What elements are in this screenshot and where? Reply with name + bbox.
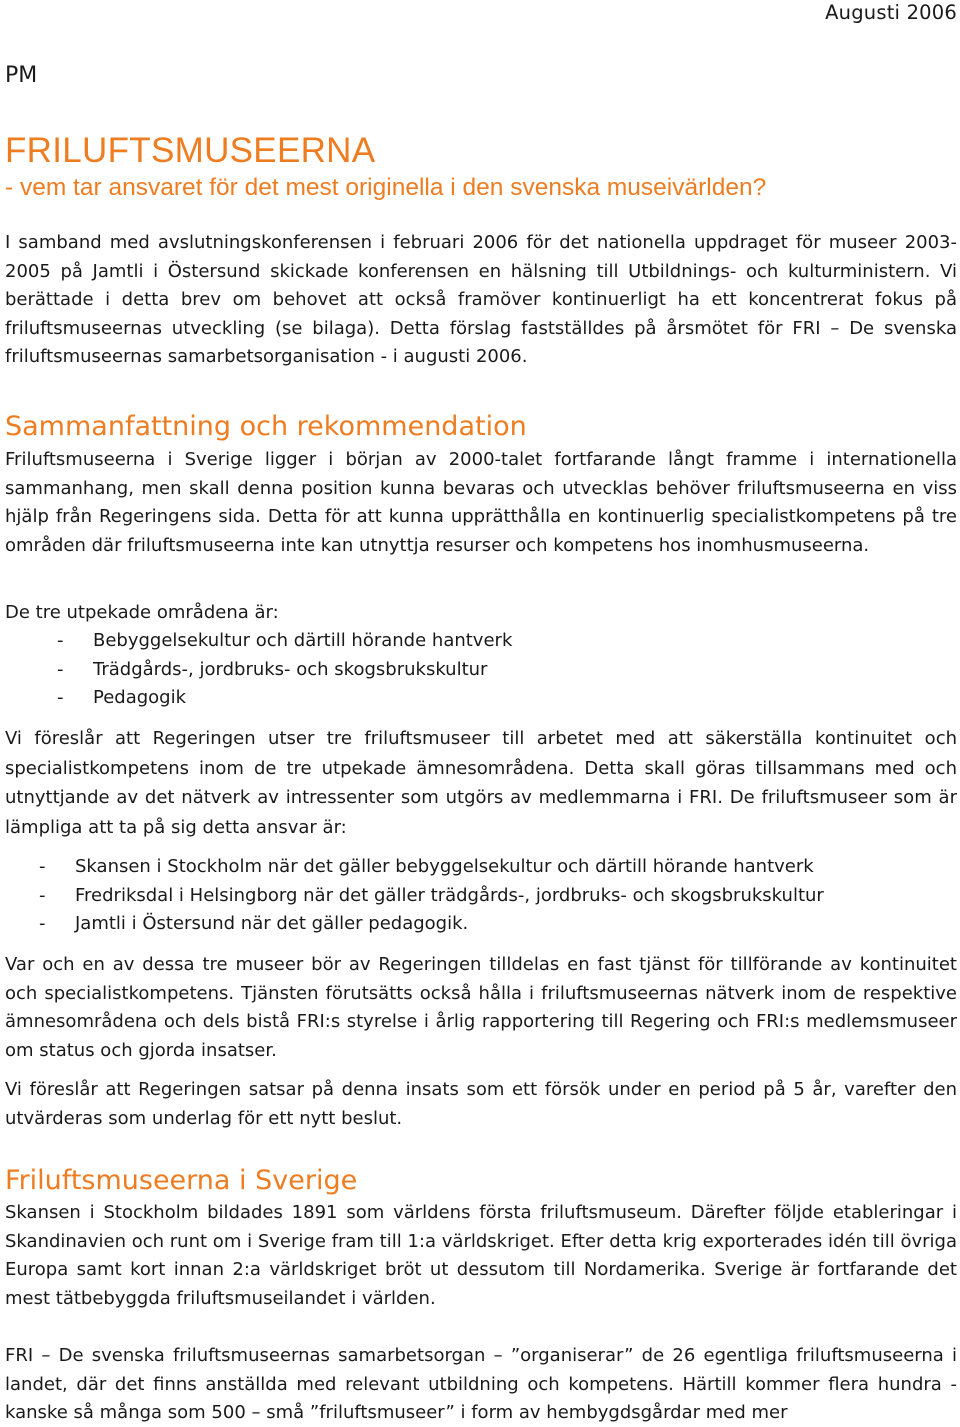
museums-list: [5, 853, 824, 939]
intro-paragraph: I samband med avslutningskonferensen i februari 2006 för det nationella uppdraget för museer 2003-2005 på Jamtli i Östersund skickade konferensen en hälsning till Utbildnings- och kulturministern. Vi berättade i detta brev om behovet att också framöver kontinuerligt ha ett koncentrerat fokus på friluftsmuseernas utveckling (se bilaga). Detta förslag fastställdes på årsmötet för FRI – De svenska friluftsmuseernas samarbetsorganisation - i augusti 2006.: [5, 232, 957, 368]
page-title: FRILUFTSMUSEERNA: [5, 131, 376, 170]
list-item: - Skansen i Stockholm när det gäller bebyggelsekultur och därtill hörande hantverk: [5, 853, 824, 882]
list-dash: -: [57, 687, 64, 709]
list-item: - Bebyggelsekultur och därtill hörande hantverk: [5, 627, 512, 656]
summary-paragraph-3: Var och en av dessa tre museer bör av Regeringen tilldelas en fast tjänst för tillförande av kontinuitet och specialistkompetens. Tjänsten förutsätts också hålla i friluftsmuseernas nätverk inom de respektive ämnesområdena och dels bistå FRI:s styrelse i årlig rapportering till Regering och FRI:s medlemsmuseer om status och gjorda insatser.: [5, 954, 957, 1061]
areas-list: [5, 627, 512, 713]
list-item: - Fredriksdal i Helsingborg när det gäller trädgårds-, jordbruks- och skogsbrukskultur: [5, 882, 824, 911]
list-dash: -: [39, 884, 46, 906]
summary-paragraph-1: Friluftsmuseerna i Sverige ligger i början av 2000-talet fortfarande långt framme i internationella sammanhang, men skall denna position kunna bevaras och utvecklas behöver friluftsmuseerna en viss hjälp från Regeringens sida. Detta för att kunna upprätthålla en kontinuerlig specialistkompetens på tre områden där friluftsmuseerna inte kan utnyttja resurser och kompetens hos inomhusmuseerna.: [5, 449, 957, 556]
section-heading-summary: Sammanfattning och rekommendation: [5, 411, 527, 442]
list-dash: -: [39, 913, 46, 935]
list-item: - Pedagogik: [5, 684, 512, 713]
list-item: - Trädgårds-, jordbruks- och skogsbrukskultur: [5, 656, 512, 685]
page-subtitle: - vem tar ansvaret för det mest originella i den svenska museivärlden?: [5, 174, 767, 201]
document-date: Augusti 2006: [825, 1, 957, 24]
list-dash: -: [57, 658, 64, 680]
document-page: [5, 0, 957, 1427]
document-type-label: PM: [5, 63, 38, 88]
museums-sweden-paragraph-2: FRI – De svenska friluftsmuseernas samarbetsorgan – ”organiserar” de 26 egentliga friluftsmuseerna i landet, där det finns anställda med relevant utbildning och kompetens. Härtill kommer flera hundra - kanske så många som 500 – små ”friluftsmuseer” i form av hembygdsgårdar med mer: [5, 1345, 957, 1424]
section-heading-museums-sweden: Friluftsmuseerna i Sverige: [5, 1165, 358, 1196]
list-item: - Jamtli i Östersund när det gäller pedagogik.: [5, 910, 824, 939]
museums-sweden-paragraph-1: Skansen i Stockholm bildades 1891 som världens första friluftsmuseum. Därefter följde etableringar i Skandinavien och runt om i Sverige fram till 1:a världskriget. Efter detta krig exporterades idén till övriga Europa samt kort innan 2:a världskriget bröt ut dessutom till Nordamerika. Sverige är fortfarande det mest tätbebyggda friluftsmuseilandet i världen.: [5, 1202, 957, 1309]
summary-paragraph-4: Vi föreslår att Regeringen satsar på denna insats som ett försök under en period på 5 år, varefter den utvärderas som underlag för ett nytt beslut.: [5, 1079, 957, 1129]
list-dash: -: [39, 856, 46, 877]
areas-intro: De tre utpekade områdena är:: [5, 602, 279, 623]
list-dash: -: [57, 630, 64, 651]
summary-paragraph-2: Vi föreslår att Regeringen utser tre friluftsmuseer till arbetet med att säkerställa kontinuitet och specialistkompetens inom de tre utpekade ämnesområdena. Detta skall göras tillsammans med och utnyttjande av det nätverk av intressenter som utgörs av medlemmarna i FRI. De friluftsmuseer som är lämpliga att ta på sig detta ansvar är:: [5, 728, 957, 838]
